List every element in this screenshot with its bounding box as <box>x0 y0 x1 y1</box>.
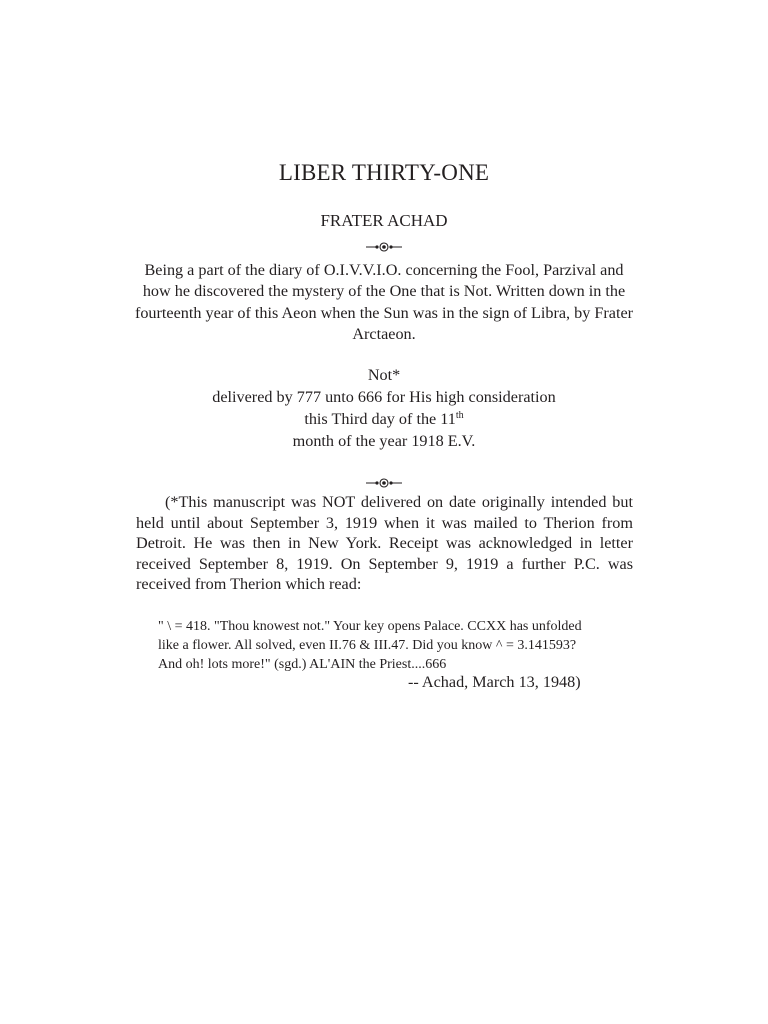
dedication-delivered-line: delivered by 777 unto 666 for His high consideration <box>212 388 556 406</box>
dedication-date-line <box>0 408 768 430</box>
quote-line-1: " \ = 418. "Thou knowest not." Your key opens Palace. CCXX has unfolded <box>158 619 582 634</box>
quote-line-3: And oh! lots more!" (sgd.) AL'AIN the Priest....666 <box>158 657 447 672</box>
dedication-block <box>0 364 768 452</box>
intro-paragraph: Being a part of the diary of O.I.V.V.I.O. concerning the Fool, Parzival and how he discovered the mystery of the One that is Not. Written down in the fourteenth year of this Aeon when the Sun was in the sign of Libra, by Frater Arctaeon. <box>134 261 634 343</box>
dedication-month-line: month of the year 1918 E.V. <box>292 432 476 450</box>
note-paragraph: (*This manuscript was NOT delivered on date originally intended but held until about September 3, 1919 when it was mailed to Therion from Detroit. He was then in New York. Receipt was acknowledged in letter received September 8, 1919. On September 9, 1919 a further P.C. was received from Therion which read: <box>136 493 633 594</box>
document-title: LIBER THIRTY-ONE <box>278 160 490 185</box>
dedication-day-text: this Third day of the 11 <box>304 410 456 428</box>
ornament-icon <box>364 242 404 252</box>
ordinal-superscript: th <box>455 410 464 421</box>
signature-line: -- Achad, March 13, 1948) <box>408 673 581 691</box>
therion-quote <box>158 617 608 674</box>
document-author: FRATER ACHAD <box>320 211 448 230</box>
manuscript-note <box>136 492 633 595</box>
ornament-icon <box>364 478 404 488</box>
dedication-not: Not* <box>367 366 401 384</box>
quote-line-2: like a flower. All solved, even II.76 & III.47. Did you know ^ = 3.141593? <box>158 638 577 653</box>
